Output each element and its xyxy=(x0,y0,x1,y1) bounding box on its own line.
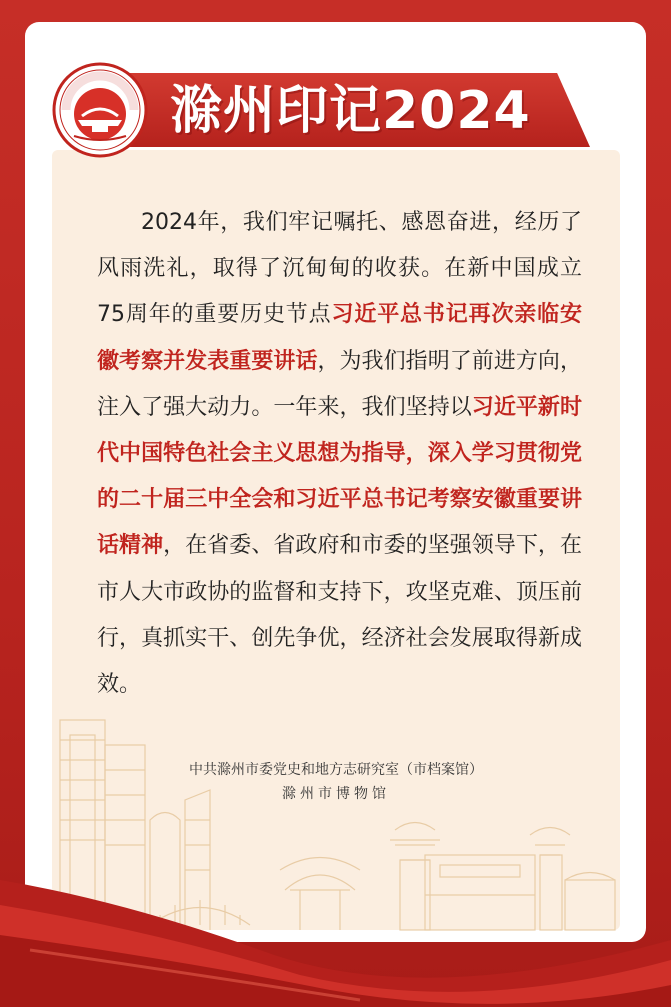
credit-line-1: 中共滁州市委党史和地方志研究室（市档案馆） xyxy=(189,762,483,778)
credits xyxy=(52,758,620,806)
body-segment-1: 2024年，我们牢记嘱托、感恩奋进，经历了风雨洗礼，取得了沉甸甸的收获。在新中国成立75周年的重要历史节点 xyxy=(97,210,582,328)
page-title: 滁州印记2024 xyxy=(170,81,531,141)
highlight-2: 习近平新时代中国特色社会主义思想为指导，深入学习贯彻党的二十届三中全会和习近平总书记考察安徽重要讲话精神 xyxy=(97,394,582,559)
body-segment-3: ，在省委、省政府和市委的坚强领导下，在市人大市政协的监督和支持下，攻坚克难、顶压前行，真抓实干、创先争优，经济社会发展取得新成效。 xyxy=(97,533,582,698)
body-segment-2: ，为我们指明了前进方向，注入了强大动力。一年来，我们坚持以 xyxy=(97,348,582,420)
body-paragraph xyxy=(97,200,582,708)
credit-line-2: 滁州市博物馆 xyxy=(282,786,390,802)
seal-logo xyxy=(52,62,148,158)
highlight-1: 习近平总书记再次亲临安徽考察并发表重要讲话 xyxy=(97,302,582,374)
